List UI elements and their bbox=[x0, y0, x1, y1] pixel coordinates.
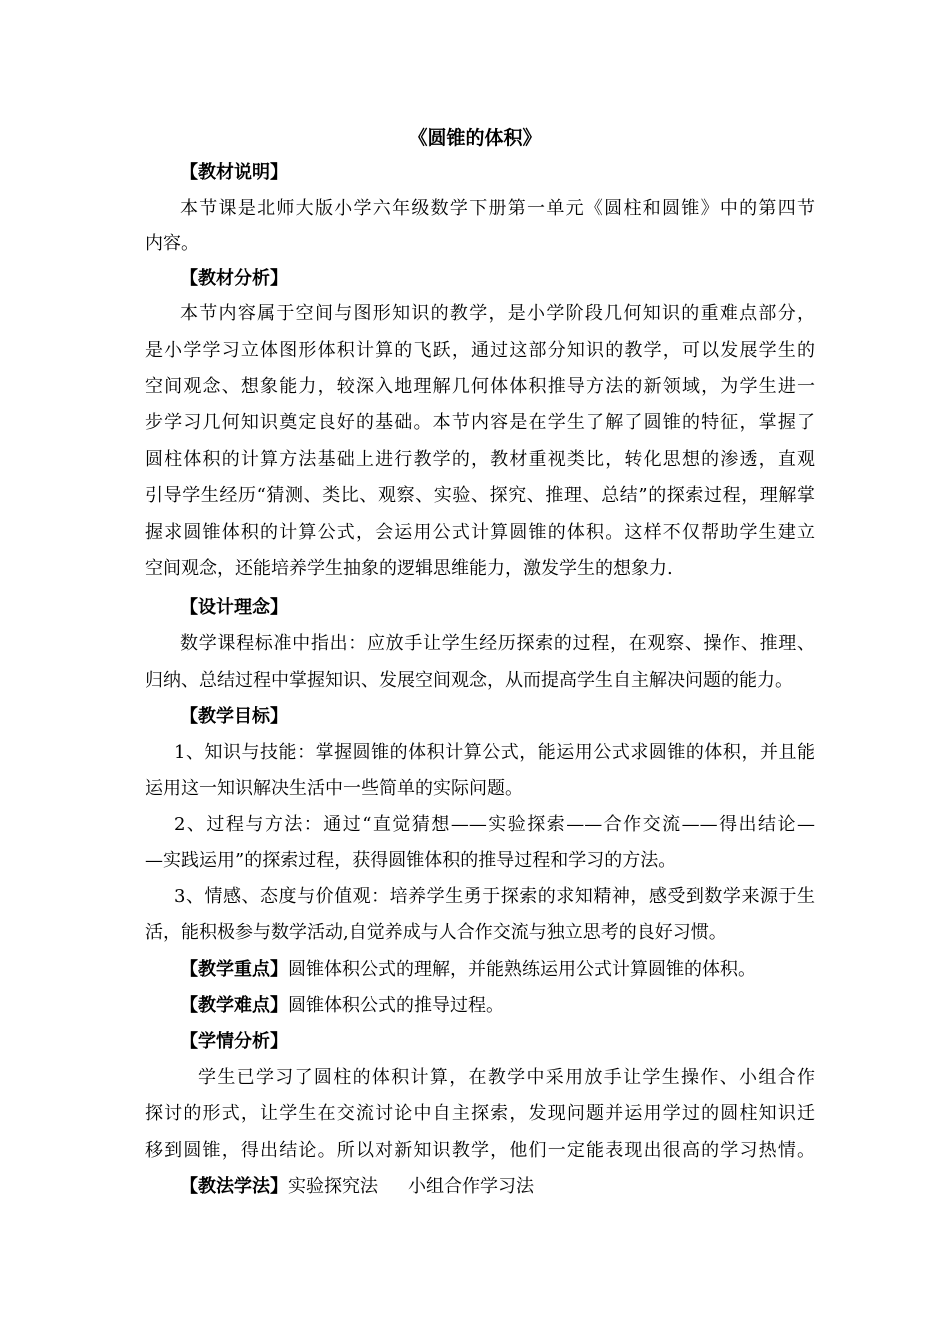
section-heading-textbook-analysis: 【教材分析】 bbox=[180, 268, 288, 289]
teaching-method-text-2: 小组合作学习法 bbox=[408, 1176, 534, 1197]
difficult-point-line bbox=[180, 991, 850, 1021]
section-heading-difficult-point: 【教学难点】 bbox=[180, 995, 288, 1016]
paragraph-line: 空间观念、想象能力，较深入地理解几何体体积推导方法的新领域，为学生进一 bbox=[145, 376, 815, 397]
paragraph-line: 空间观念，还能培养学生抽象的逻辑思维能力，激发学生的想象力. bbox=[145, 558, 673, 579]
section-heading-textbook-note: 【教材说明】 bbox=[180, 162, 288, 183]
paragraph-line: 是小学学习立体图形体积计算的飞跃，通过这部分知识的教学，可以发展学生的 bbox=[145, 340, 815, 361]
paragraph-line: —实践运用”的探索过程，获得圆锥体积的推导过程和学习的方法。 bbox=[145, 850, 677, 871]
document-title: 《圆锥的体积》 bbox=[408, 127, 542, 149]
paragraph-line: 步学习几何知识奠定良好的基础。本节内容是在学生了解了圆锥的特征，掌握了 bbox=[145, 412, 815, 433]
teaching-method-line bbox=[180, 1172, 850, 1202]
paragraph-line: 内容。 bbox=[145, 233, 199, 254]
key-point-text: 圆锥体积公式的理解，并能熟练运用公式计算圆锥的体积。 bbox=[288, 959, 756, 980]
paragraph-line: 学生已学习了圆柱的体积计算，在教学中采用放手让学生操作、小组合作 bbox=[198, 1067, 815, 1088]
section-heading-teaching-method: 【教法学法】 bbox=[180, 1176, 288, 1197]
paragraph-line: 1、知识与技能：掌握圆锥的体积计算公式，能运用公式求圆锥的体积，并且能 bbox=[174, 742, 815, 763]
section-heading-key-point: 【教学重点】 bbox=[180, 959, 288, 980]
paragraph-line: 握求圆锥体积的计算公式，会运用公式计算圆锥的体积。这样不仅帮助学生建立 bbox=[145, 522, 815, 543]
paragraph-line: 本节课是北师大版小学六年级数学下册第一单元《圆柱和圆锥》中的第四节 bbox=[180, 198, 815, 219]
section-heading-teaching-goals: 【教学目标】 bbox=[180, 706, 288, 727]
paragraph-line: 归纳、总结过程中掌握知识、发展空间观念，从而提高学生自主解决问题的能力。 bbox=[145, 670, 793, 691]
paragraph-line: 本节内容属于空间与图形知识的教学，是小学阶段几何知识的重难点部分， bbox=[180, 303, 815, 324]
paragraph-line: 2、过程与方法：通过“直觉猜想——实验探索——合作交流——得出结论— bbox=[174, 814, 815, 835]
section-heading-design-concept: 【设计理念】 bbox=[180, 597, 288, 618]
paragraph-line: 移到圆锥，得出结论。所以对新知识教学，他们一定能表现出很高的学习热情。 bbox=[145, 1140, 815, 1161]
paragraph-line: 数学课程标准中指出：应放手让学生经历探索的过程，在观察、操作、推理、 bbox=[180, 633, 815, 654]
paragraph-line: 探讨的形式，让学生在交流讨论中自主探索，发现问题并运用学过的圆柱知识迁 bbox=[145, 1103, 815, 1124]
paragraph-line: 圆柱体积的计算方法基础上进行教学的，教材重视类比，转化思想的渗透，直观 bbox=[145, 449, 815, 470]
paragraph-line: 3、情感、态度与价值观：培养学生勇于探索的求知精神，感受到数学来源于生 bbox=[174, 886, 815, 907]
key-point-line bbox=[180, 955, 850, 985]
section-heading-student-analysis: 【学情分析】 bbox=[180, 1031, 288, 1052]
paragraph-line: 引导学生经历“猜测、类比、观察、实验、探究、推理、总结”的探索过程，理解掌 bbox=[145, 485, 815, 506]
difficult-point-text: 圆锥体积公式的推导过程。 bbox=[288, 995, 504, 1016]
teaching-method-text: 实验探究法 bbox=[288, 1176, 378, 1197]
paragraph-line: 活，能积极参与数学活动,自觉养成与人合作交流与独立思考的良好习惯。 bbox=[145, 922, 727, 943]
paragraph-line: 运用这一知识解决生活中一些简单的实际问题。 bbox=[145, 778, 523, 799]
